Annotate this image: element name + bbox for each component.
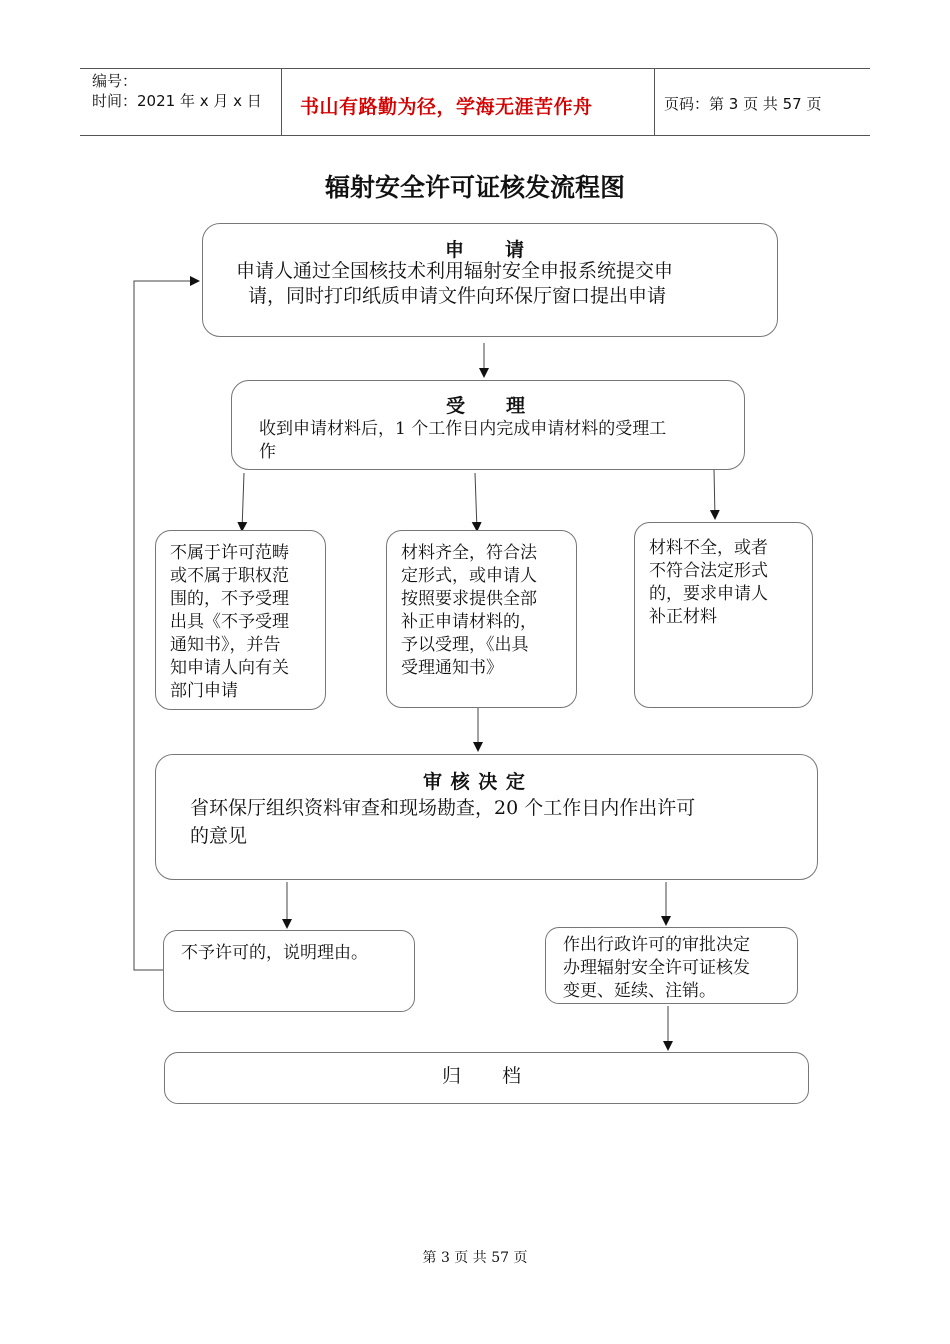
node-apply-title: 申 请 xyxy=(445,239,526,261)
node-deny-text: 不予许可的，说明理由。 xyxy=(181,943,368,963)
node-complete-line: 材料齐全，符合法 xyxy=(401,543,537,563)
node-reject-scope-line: 部门申请 xyxy=(170,681,238,701)
node-reject-scope-text xyxy=(170,542,289,703)
node-reject-scope-line: 或不属于职权范 xyxy=(170,566,289,586)
arrow-accept-to-reject xyxy=(242,473,244,530)
node-accept-title: 受 理 xyxy=(446,395,527,417)
node-approve-line: 变更、延续、注销。 xyxy=(563,981,716,1000)
node-reject-scope-line: 围的，不予受理 xyxy=(170,589,289,609)
node-incomplete-text xyxy=(649,537,768,629)
node-incomplete-line: 材料不全，或者 xyxy=(649,538,768,558)
node-archive-title: 归 档 xyxy=(442,1065,523,1087)
node-reject-scope-line: 通知书》，并告 xyxy=(170,635,281,655)
node-incomplete-line: 补正材料 xyxy=(649,607,717,627)
node-incomplete-line: 不符合法定形式 xyxy=(649,561,768,581)
node-accept-line1: 收到申请材料后，1 个工作日内完成申请材料的受理工 xyxy=(259,419,667,439)
node-apply-line2: 请，同时打印纸质申请文件向环保厅窗口提出申请 xyxy=(248,285,667,307)
node-approve-text xyxy=(563,934,750,1000)
node-reject-scope-line: 知申请人向有关 xyxy=(170,658,289,678)
node-approve-line: 作出行政许可的审批决定 xyxy=(563,935,750,955)
node-complete-line: 予以受理，《出具 xyxy=(401,635,529,655)
header-page-info: 页码：第 3 页 共 57 页 xyxy=(664,95,822,113)
node-complete-line: 受理通知书》 xyxy=(401,658,503,678)
arrow-accept-to-complete xyxy=(475,473,477,530)
footer-page-number: 第 3 页 共 57 页 xyxy=(422,1250,528,1266)
node-complete-line: 定形式，或申请人 xyxy=(401,566,537,586)
node-complete-text xyxy=(401,542,537,680)
node-reject-scope-line: 不属于许可范畴 xyxy=(170,543,289,563)
page-title: 辐射安全许可证核发流程图 xyxy=(324,173,625,202)
node-review-line2: 的意见 xyxy=(190,825,248,847)
node-review-line1: 省环保厅组织资料审查和现场勘查，20 个工作日内作出许可 xyxy=(190,797,696,819)
node-reject-scope-line: 出具《不予受理 xyxy=(170,612,289,632)
header-time-label: 时间：2021 年 x 月 x 日 xyxy=(92,92,262,110)
node-incomplete-line: 的，要求申请人 xyxy=(649,584,768,604)
node-complete-line: 补正申请材料的， xyxy=(401,612,537,632)
node-accept-line2: 作 xyxy=(259,442,276,462)
node-review-title: 审 核 决 定 xyxy=(423,771,526,793)
header-number-label: 编号： xyxy=(92,72,138,90)
node-apply-line1: 申请人通过全国核技术利用辐射安全申报系统提交申 xyxy=(236,260,674,282)
node-approve-line: 办理辐射安全许可证核发 xyxy=(563,958,750,978)
node-complete-line: 按照要求提供全部 xyxy=(401,589,537,609)
header-motto: 书山有路勤为径，学海无涯苦作舟 xyxy=(300,96,593,118)
arrow-accept-to-incomplete xyxy=(714,469,715,518)
